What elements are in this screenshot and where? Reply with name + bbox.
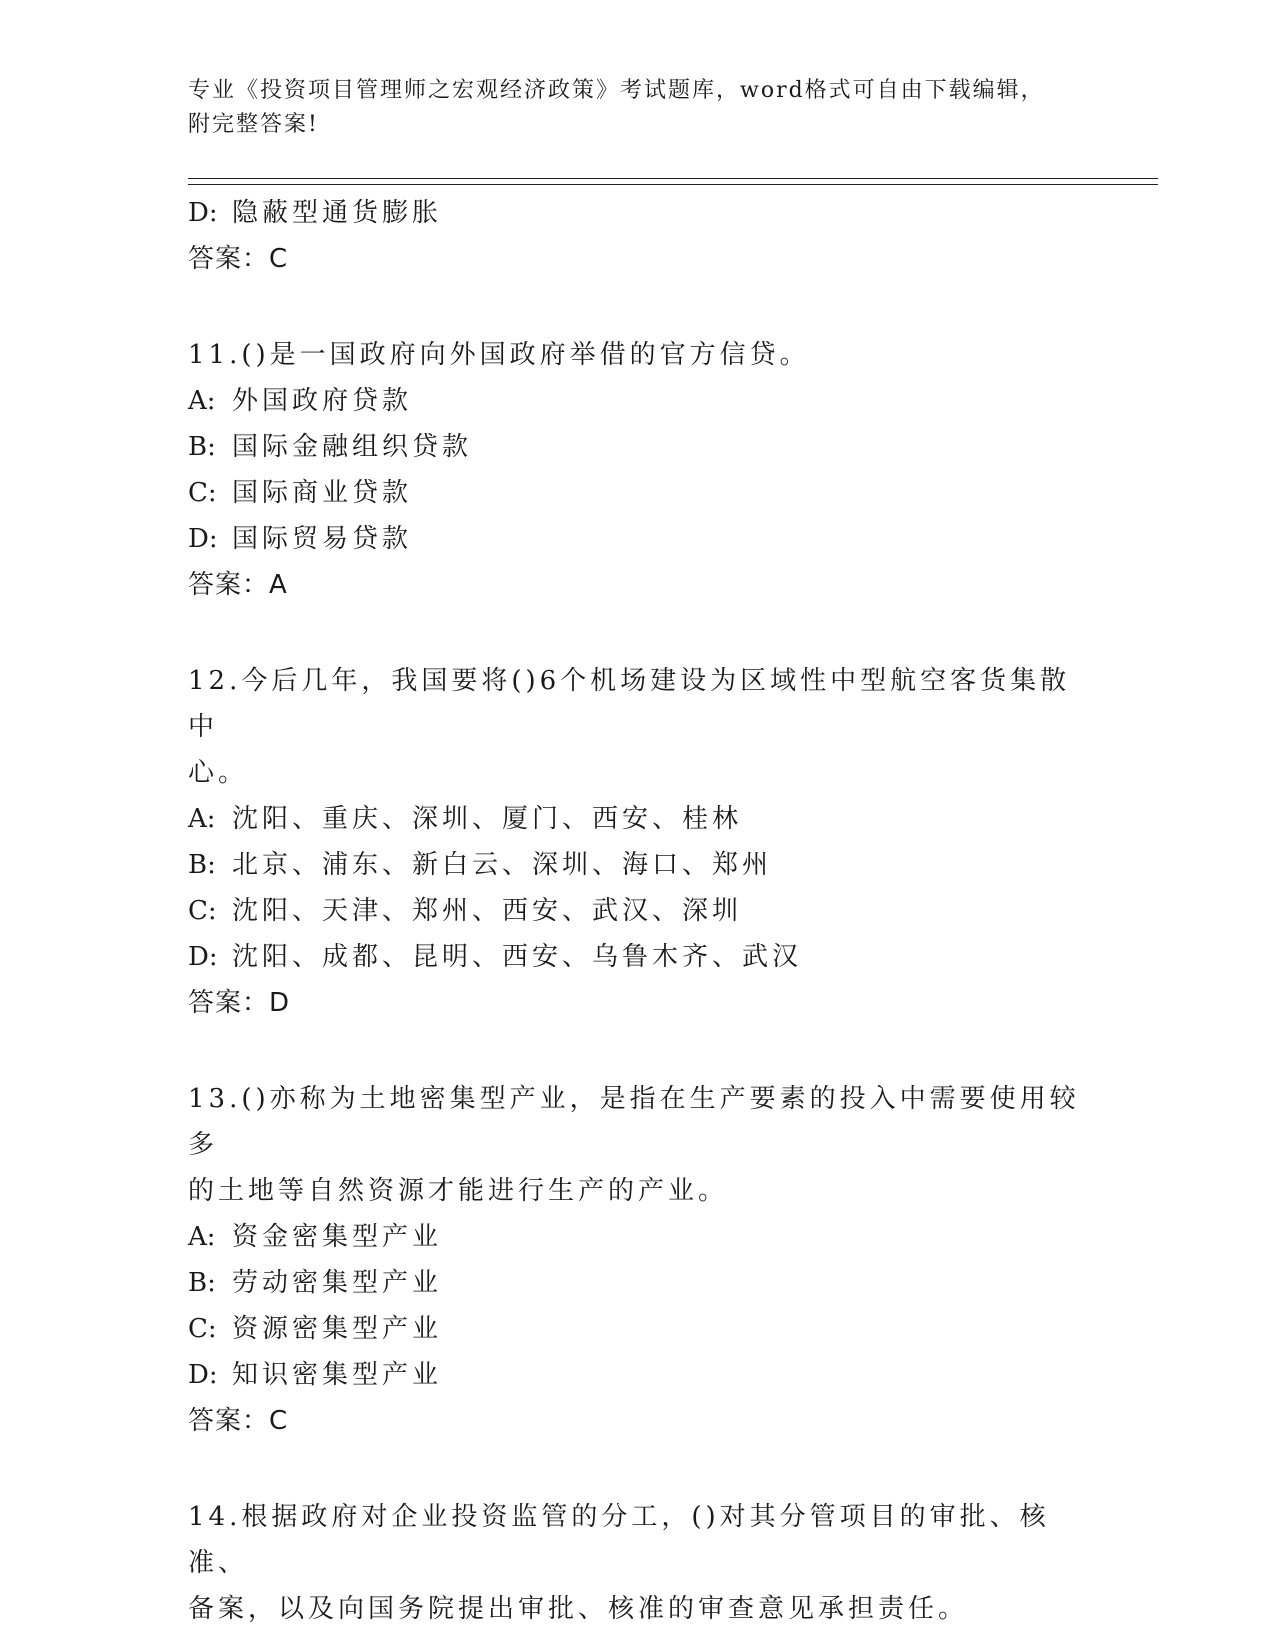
spacer <box>188 1026 1088 1076</box>
question-14 <box>188 1494 1088 1632</box>
answer: 答案：A <box>188 570 288 600</box>
question-stem-line-2: 备案，以及向国务院提出审批、核准的审查意见承担责任。 <box>188 1594 969 1624</box>
option-text: 国际贸易贷款 <box>232 524 413 554</box>
option-text: 外国政府贷款 <box>232 386 413 416</box>
document-header <box>188 74 1068 142</box>
option-key: D: <box>188 524 218 554</box>
option-b <box>188 1260 1088 1306</box>
question-13 <box>188 1076 1088 1444</box>
option-d <box>188 1352 1088 1398</box>
question-content <box>188 190 1088 1632</box>
option-c <box>188 888 1088 934</box>
question-stem: 11.()是一国政府向外国政府举借的官方信贷。 <box>188 340 810 370</box>
option-d <box>188 190 1088 236</box>
option-key: C: <box>188 1314 217 1344</box>
option-key: B: <box>188 850 216 880</box>
option-key: C: <box>188 478 217 508</box>
option-b <box>188 424 1088 470</box>
option-text: 资源密集型产业 <box>232 1314 443 1344</box>
option-text: 沈阳、天津、郑州、西安、武汉、深圳 <box>232 896 743 926</box>
option-text: 知识密集型产业 <box>232 1360 443 1390</box>
question-stem-line-1: 13.()亦称为土地密集型产业，是指在生产要素的投入中需要使用较多 <box>188 1084 1080 1160</box>
option-key: A: <box>188 804 216 834</box>
header-line-1: 专业《投资项目管理师之宏观经济政策》考试题库，word格式可自由下载编辑， <box>188 78 1045 103</box>
header-line-2: 附完整答案! <box>188 112 319 137</box>
option-key: B: <box>188 432 216 462</box>
answer: 答案：C <box>188 1406 289 1436</box>
option-key: A: <box>188 1222 216 1252</box>
spacer <box>188 1444 1088 1494</box>
option-key: B: <box>188 1268 216 1298</box>
option-key: A: <box>188 386 216 416</box>
answer: 答案：C <box>188 244 289 274</box>
spacer <box>188 608 1088 658</box>
question-stem-line-1: 14.根据政府对企业投资监管的分工，()对其分管项目的审批、核准、 <box>188 1502 1050 1578</box>
option-d <box>188 934 1088 980</box>
option-a <box>188 796 1088 842</box>
question-stem-line-2: 的土地等自然资源才能进行生产的产业。 <box>188 1176 729 1206</box>
option-b <box>188 842 1088 888</box>
answer: 答案：D <box>188 988 291 1018</box>
option-d <box>188 516 1088 562</box>
option-text: 沈阳、重庆、深圳、厦门、西安、桂林 <box>232 804 743 834</box>
option-c <box>188 1306 1088 1352</box>
option-a <box>188 378 1088 424</box>
option-text: 沈阳、成都、昆明、西安、乌鲁木齐、武汉 <box>232 942 803 972</box>
option-text: 国际金融组织贷款 <box>232 432 473 462</box>
option-c <box>188 470 1088 516</box>
option-a <box>188 1214 1088 1260</box>
option-text: 资金密集型产业 <box>232 1222 443 1252</box>
question-stem-line-1: 12.今后几年，我国要将()6个机场建设为区域性中型航空客货集散中 <box>188 666 1071 742</box>
option-text: 国际商业贷款 <box>232 478 413 508</box>
header-divider <box>188 178 1158 185</box>
option-key: C: <box>188 896 217 926</box>
spacer <box>188 282 1088 332</box>
option-key: D: <box>188 1360 218 1390</box>
option-text: 北京、浦东、新白云、深圳、海口、郑州 <box>232 850 773 880</box>
option-text: 隐蔽型通货膨胀 <box>232 198 443 228</box>
question-stem-line-2: 心。 <box>188 758 249 788</box>
question-12 <box>188 658 1088 1026</box>
option-text: 劳动密集型产业 <box>232 1268 443 1298</box>
option-key: D: <box>188 198 218 228</box>
option-key: D: <box>188 942 218 972</box>
question-11 <box>188 332 1088 608</box>
